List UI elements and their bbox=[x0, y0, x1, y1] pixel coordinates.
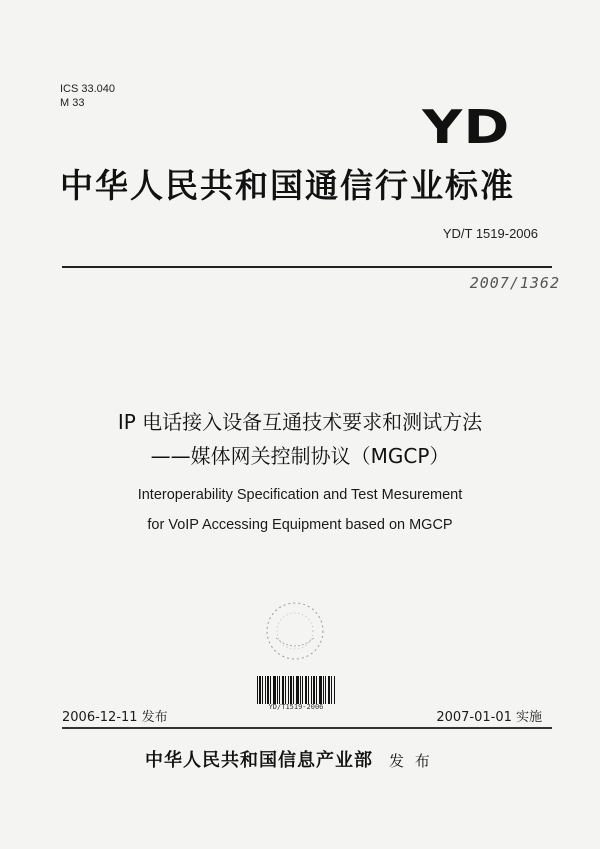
title-zh-line2: ——媒体网关控制协议（MGCP） bbox=[150, 444, 450, 468]
title-en-line1: Interoperability Specification and Test Mesurement bbox=[137, 487, 463, 503]
publisher bbox=[145, 746, 433, 772]
document-title-en bbox=[0, 480, 600, 540]
standard-category-title: 中华人民共和国通信行业标准 bbox=[60, 166, 515, 205]
seal-stamp-icon bbox=[262, 598, 328, 664]
footer-divider bbox=[62, 727, 552, 729]
barcode-label: YD/T1519-2006 bbox=[268, 703, 324, 711]
ccs-code: M 33 bbox=[60, 97, 85, 109]
handwritten-number: 2007/1362 bbox=[469, 274, 560, 292]
title-zh-line1: IP 电话接入设备互通技术要求和测试方法 bbox=[117, 410, 483, 434]
ics-code: ICS 33.040 bbox=[60, 83, 116, 95]
header-divider bbox=[62, 266, 552, 268]
barcode-icon bbox=[256, 676, 336, 704]
title-en-line2: for VoIP Accessing Equipment based on MGCP bbox=[147, 517, 453, 533]
standard-code: YD/T 1519-2006 bbox=[442, 226, 538, 241]
publish-verb: 发 布 bbox=[389, 752, 433, 770]
implementation-date: 2007-01-01 实施 bbox=[436, 710, 542, 725]
publisher-name: 中华人民共和国信息产业部 bbox=[145, 750, 373, 771]
issue-date: 2006-12-11 发布 bbox=[62, 710, 168, 725]
document-title-zh bbox=[0, 405, 600, 473]
yd-logo: YD bbox=[421, 100, 510, 154]
classification-codes bbox=[60, 82, 115, 110]
